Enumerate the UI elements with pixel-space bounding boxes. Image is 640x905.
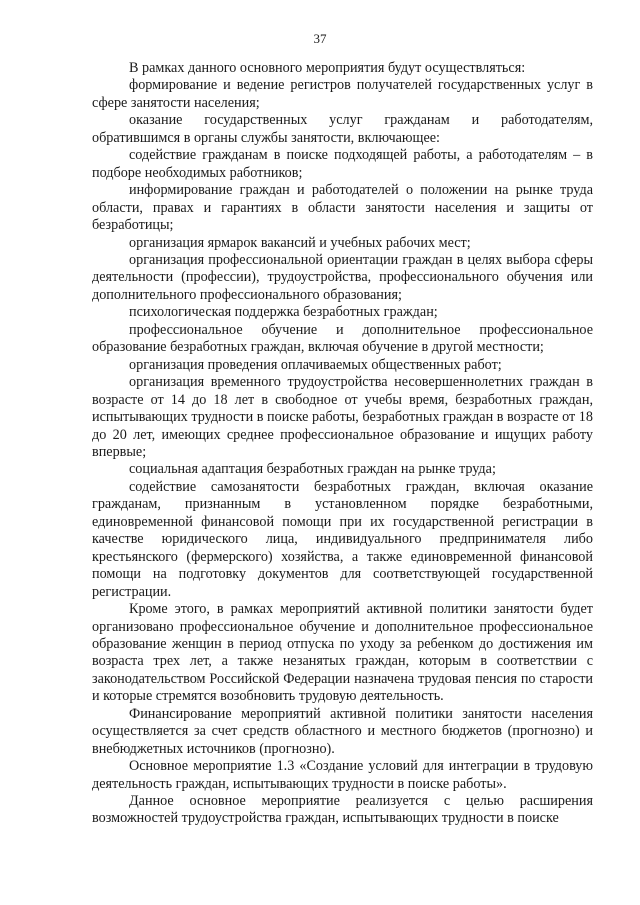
paragraph: Финансирование мероприятий активной политики занятости населения осуществляется за счет средств областного и местного бюджетов (прогнозно) и внебюджетных источников (прогнозно). (92, 705, 593, 757)
paragraph: организация ярмарок вакансий и учебных рабочих мест; (129, 234, 471, 251)
paragraph: организация профессиональной ориентации граждан в целях выбора сферы деятельности (профессии), трудоустройства, профессионального обучения или дополнительного профессионального образования; (92, 251, 593, 303)
paragraph: профессиональное обучение и дополнительное профессиональное образование безработных граждан, включая обучение в другой местности; (92, 321, 593, 356)
paragraph: Кроме этого, в рамках мероприятий активной политики занятости будет организовано профессиональное обучение и дополнительное профессиональное образование женщин в период отпуска по уходу за ребенком до достижения им возраста трех лет, а также незанятых граждан, которым в соответствии с законодательством Российской Федерации назначена трудовая пенсия по старости и которые стремятся возобновить трудовую деятельность. (92, 601, 593, 705)
paragraph: Данное основное мероприятие реализуется с целью расширения возможностей трудоустройства граждан, испытывающих трудности в поиске (92, 793, 593, 827)
paragraph: Основное мероприятие 1.3 «Создание условий для интеграции в трудовую деятельность граждан, испытывающих трудности в поиске работы». (92, 758, 593, 792)
paragraph: организация временного трудоустройства несовершеннолетних граждан в возрасте от 14 до 18 лет в свободное от учебы время, безработных граждан, испытывающих трудности в поиске работы, безработных граждан в возрасте от 18 до 20 лет, имеющих среднее профессиональное образование и ищущих работу впервые; (92, 374, 593, 460)
paragraph: оказание государственных услуг гражданам и работодателям, обратившимся в органы службы занятости, включающее: (92, 112, 593, 146)
paragraph: формирование и ведение регистров получателей государственных услуг в сфере занятости населения; (92, 77, 593, 111)
paragraph: содействие гражданам в поиске подходящей работы, а работодателям – в подборе необходимых работников; (92, 147, 593, 181)
page-number: 37 (313, 31, 327, 46)
paragraph: содействие самозанятости безработных граждан, включая оказание гражданам, признанным в установленном порядке безработными, единовременной финансовой помощи при их государственной регистрации в качестве юридического лица, индивидуального предпринимателя либо крестьянского (фермерского) хозяйства, а также единовременной финансовой помощи на подготовку документов для соответствующей государственной регистрации. (92, 478, 593, 600)
paragraph: В рамках данного основного мероприятия будут осуществляться: (129, 60, 526, 76)
paragraph: социальная адаптация безработных граждан на рынке труда; (129, 461, 496, 478)
paragraph: информирование граждан и работодателей о положении на рынке труда области, правах и гарантиях в области занятости населения и защиты от безработицы; (92, 182, 593, 234)
body-text (92, 60, 593, 828)
paragraph: организация проведения оплачиваемых общественных работ; (129, 356, 502, 373)
paragraph: психологическая поддержка безработных граждан; (129, 304, 438, 321)
